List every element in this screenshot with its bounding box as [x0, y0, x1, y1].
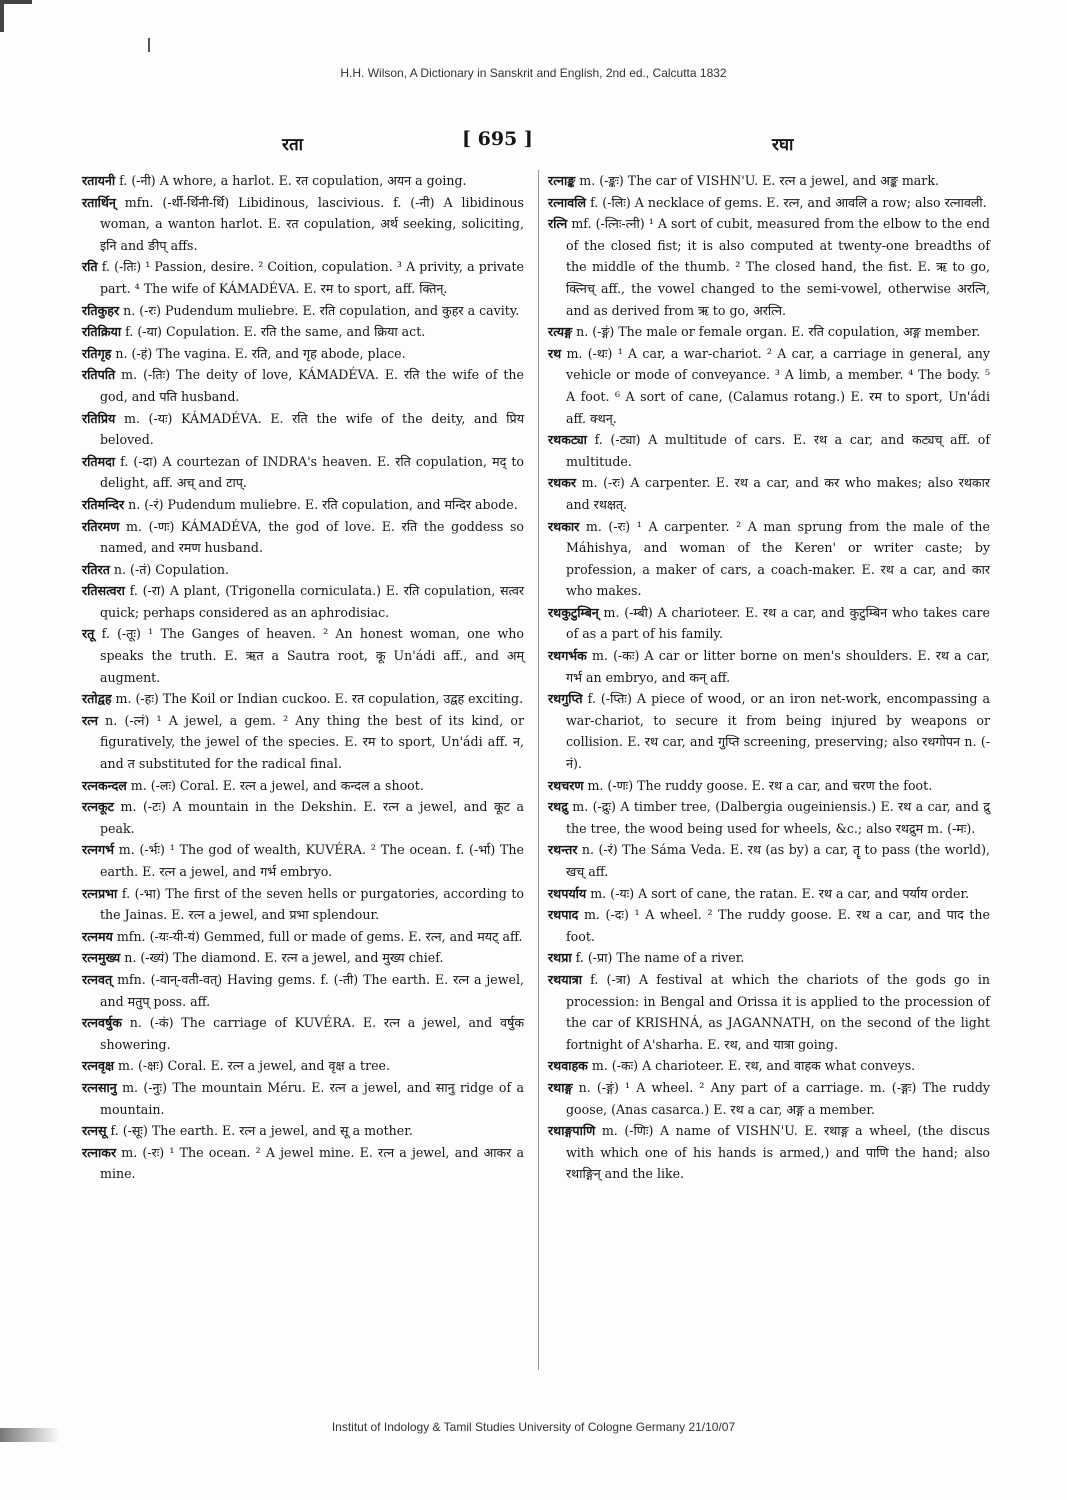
entry-headword: रत्नाकर: [82, 1144, 117, 1160]
entry-definition: m. (-तिः) The deity of love, KÁMADÉVA. E. रति the wife of the god, and पति husband.: [100, 367, 524, 404]
dictionary-entry: [548, 969, 990, 1055]
entry-definition: m. (-कः) A charioteer. E. रथ, and वाहक what conveys.: [587, 1058, 916, 1074]
entry-headword: रतिकुहर: [82, 302, 120, 318]
dictionary-entry: [82, 969, 524, 1012]
dictionary-entry: [82, 321, 524, 343]
entry-headword: रथ: [548, 345, 562, 361]
entry-definition: f. (-नी) A whore, a harlot. E. रत copulation, अयन a going.: [115, 173, 467, 188]
entry-definition: m. (-म्बी) A charioteer. E. रथ a car, and कुटुम्बिन who takes care of as a part of his family.: [566, 604, 990, 642]
right-column: [548, 170, 990, 1185]
entry-definition: f. (-या) Copulation. E. रति the same, and क्रिया act.: [121, 324, 426, 340]
entry-definition: m. (-द्रुः) A timber tree, (Dalbergia ougeiniensis.) E. रथ a car, and द्रु the tree, the wood being used for wheels, &c.; also रथद्रुम m. (-मः).: [566, 799, 990, 836]
entry-definition: m. (-टः) A mountain in the Dekshin. E. रत्न a jewel, and कूट a peak.: [100, 799, 524, 836]
entry-definition: m. (-रः) ¹ The ocean. ² A jewel mine. E. रत्न a jewel, and आकर a mine.: [100, 1144, 524, 1182]
dictionary-entry: [548, 516, 990, 602]
dictionary-entry: [82, 408, 524, 451]
entry-definition: f. (-रा) A plant, (Trigonella corniculata.) E. रति copulation, सत्वर quick; perhaps considered as an aphrodisiac.: [100, 583, 524, 620]
entry-definition: n. (-ख्यं) The diamond. E. रत्न a jewel, and मुख्य chief.: [120, 950, 444, 966]
entry-headword: रतिमन्दिर: [82, 496, 125, 512]
entry-definition: m. (-लः) Coral. E. रत्न a jewel, and कन्दल a shoot.: [126, 777, 424, 793]
entry-headword: रथकुटुम्बिन्: [548, 604, 599, 620]
entry-headword: रथाङ्ग: [548, 1079, 573, 1095]
entry-headword: रत्नसानु: [82, 1079, 117, 1095]
entry-definition: m. (-णः) The ruddy goose. E. रथ a car, and चरण the foot.: [583, 777, 933, 793]
entry-definition: n. (-तं) Copulation.: [109, 561, 230, 577]
entry-headword: रत्नकन्दल: [82, 777, 127, 793]
left-column: [82, 170, 524, 1185]
entry-definition: f. (-प्रा) The name of a river.: [571, 950, 745, 966]
entry-headword: रथगुप्ति: [548, 691, 583, 707]
entry-headword: रत्नाङ्क: [548, 173, 576, 188]
entry-definition: n. (-त्नं) ¹ A jewel, a gem. ² Any thing the best of its kind, or figuratively, the jewel of the species. E. रम to sport, Un'ádi aff. न, and त substituted for the radical final.: [98, 712, 524, 772]
entry-headword: रतिरमण: [82, 518, 120, 534]
entry-definition: m. (-र्भः) ¹ The god of wealth, KUVÉRA. ² The ocean. f. (-र्भा) The earth. E. रत्न a jewel, and गर्भ embryo.: [100, 842, 524, 879]
entry-definition: n. (-हं) The vagina. E. रति, and गृह abode, place.: [111, 345, 406, 361]
footer-credit: Institut of Indology & Tamil Studies University of Cologne Germany 21/10/07: [331, 1420, 736, 1434]
entry-headword: रथचरण: [548, 777, 584, 793]
entry-definition: m. (-ङ्कः) The car of VISHN'U. E. रत्न a jewel, and अङ्क mark.: [575, 173, 939, 188]
dictionary-entry: [82, 883, 524, 926]
entry-definition: mfn. (-र्थी-र्थिनी-र्थि) Libidinous, lascivious. f. (-नी) A libidinous woman, a wanton harlot. E. रत copulation, अर्थ seeking, soliciting, इनि and ङीप् affs.: [100, 194, 524, 253]
dictionary-entry: [548, 1077, 990, 1120]
entry-headword: रथवाहक: [548, 1058, 588, 1074]
dictionary-entry: [82, 1120, 524, 1142]
source-citation: H.H. Wilson, A Dictionary in Sanskrit and English, 2nd ed., Calcutta 1832: [340, 66, 727, 80]
entry-headword: रत्नमुख्य: [82, 950, 121, 966]
dictionary-entry: [548, 170, 990, 192]
entry-headword: रतार्थिन्: [82, 194, 116, 210]
entry-definition: m. (-रः) A carpenter. E. रथ a car, and कर who makes; also रथकार and रथक्षत्.: [566, 475, 990, 512]
entry-headword: रत्नप्रभा: [82, 885, 118, 901]
entry-headword: रथपाद: [548, 907, 579, 923]
dictionary-entry: [548, 343, 990, 429]
dictionary-entry: [82, 343, 524, 365]
entry-definition: f. (-सूः) The earth. E. रत्न a jewel, and सू a mother.: [106, 1123, 413, 1139]
entry-definition: m. (-कः) A car or litter borne on men's shoulders. E. रथ a car, गर्भ an embryo, and कन् aff.: [566, 648, 990, 685]
dictionary-entry: [82, 170, 524, 192]
entry-headword: रत्नकूट: [82, 799, 115, 815]
dictionary-entry: [82, 796, 524, 839]
running-head-left: रता: [282, 135, 304, 155]
dictionary-entry: [82, 300, 524, 322]
dictionary-entry: [548, 645, 990, 688]
entry-headword: रतोद्वह: [82, 691, 112, 707]
column-divider: [538, 170, 539, 1370]
entry-definition: n. (-कं) The carriage of KUVÉRA. E. रत्न a jewel, and वर्षुक showering.: [100, 1015, 524, 1052]
entry-headword: रथपर्याय: [548, 885, 587, 901]
entry-definition: mfn. (-वान्-वती-वत्) Having gems. f. (-ती) The earth. E. रत्न a jewel, and मतुप् poss. aff.: [100, 971, 524, 1009]
dictionary-entry: [82, 192, 524, 257]
dictionary-entry: [548, 688, 990, 774]
scan-corner-mark: [0, 0, 32, 32]
entry-definition: n. (-ङ्गं) ¹ A wheel. ² Any part of a carriage. m. (-ङ्गः) The ruddy goose, (Anas casarca.) E. रथ a car, अङ्ग a member.: [566, 1079, 990, 1117]
dictionary-entry: [548, 321, 990, 343]
entry-headword: रत्नवत्: [82, 971, 113, 987]
scan-speck: [148, 38, 150, 52]
dictionary-entry: [82, 516, 524, 559]
dictionary-entry: [82, 839, 524, 882]
entry-headword: रतिक्रिया: [82, 324, 122, 340]
entry-headword: रत्नगर्भ: [82, 842, 114, 858]
entry-headword: रथकट्या: [548, 432, 587, 448]
dictionary-entry: [82, 775, 524, 797]
dictionary-entry: [82, 1055, 524, 1077]
dictionary-entry: [82, 623, 524, 688]
entry-headword: रथगर्भक: [548, 648, 587, 664]
entry-headword: रतायनी: [82, 173, 116, 188]
dictionary-entry: [82, 559, 524, 581]
entry-headword: रतिरत: [82, 561, 110, 577]
dictionary-entry: [548, 602, 990, 645]
running-head: [82, 128, 992, 158]
entry-headword: रथाङ्गपाणि: [548, 1123, 596, 1139]
entry-headword: रत्नवृक्ष: [82, 1058, 115, 1074]
dictionary-entry: [548, 839, 990, 882]
dictionary-entry: [82, 364, 524, 407]
entry-headword: रत्न: [82, 712, 99, 728]
dictionary-entry: [82, 926, 524, 948]
dictionary-entry: [548, 904, 990, 947]
entry-headword: रतू: [82, 626, 95, 642]
dictionary-entry: [82, 451, 524, 494]
entry-definition: m. (-हः) The Koil or Indian cuckoo. E. रत copulation, उद्वह exciting.: [111, 691, 524, 707]
entry-definition: f. (-तिः) ¹ Passion, desire. ² Coition, copulation. ³ A privity, a private part. ⁴ The wife of KÁMADÉVA. E. रम to sport, aff. क्तिन्.: [97, 259, 524, 296]
entry-headword: रतिपति: [82, 367, 116, 383]
entry-headword: रत्नि: [548, 216, 568, 232]
entry-definition: m. (-रः) ¹ A carpenter. ² A man sprung from the male of the Máhishya, and woman of the Keren' or writer caste; by profession, a maker of cars, a coach-maker. E. रथ a car, and कार who makes.: [566, 518, 990, 599]
dictionary-entry: [548, 472, 990, 515]
entry-definition: m. (-क्षः) Coral. E. रत्न a jewel, and वृक्ष a tree.: [114, 1058, 391, 1074]
entry-headword: रथयात्रा: [548, 971, 582, 987]
dictionary-entry: [548, 1055, 990, 1077]
dictionary-entry: [548, 213, 990, 321]
entry-headword: रत्यङ्ग: [548, 324, 573, 340]
entry-definition: m. (-यः) KÁMADÉVA. E. रति the wife of the deity, and प्रिय beloved.: [100, 410, 524, 448]
dictionary-entry: [548, 1120, 990, 1185]
entry-definition: f. (-दा) A courtezan of INDRA's heaven. E. रति copulation, मद् to delight, aff. अच् and टाप्.: [100, 453, 524, 491]
dictionary-entry: [82, 1077, 524, 1120]
entry-headword: रतिसत्वरा: [82, 583, 125, 599]
dictionary-entry: [548, 796, 990, 839]
entry-headword: रथकार: [548, 518, 580, 534]
entry-headword: रथकर: [548, 475, 577, 491]
entry-definition: f. (-तूः) ¹ The Ganges of heaven. ² An honest woman, one who speaks the truth. E. ऋत a Sautra root, कू Un'ádi aff., and अम् augment.: [94, 626, 524, 685]
entry-headword: रत्नसू: [82, 1123, 107, 1139]
entry-definition: n. (-रं) Pudendum muliebre. E. रति copulation, and मन्दिर abode.: [124, 496, 518, 512]
entry-definition: m. (-दः) ¹ A wheel. ² The ruddy goose. E. रथ a car, and पाद the foot.: [566, 907, 990, 944]
entry-definition: n. (-रं) The Sáma Veda. E. रथ (as by) a car, तॄ to pass (the world), खच् aff.: [566, 842, 990, 879]
dictionary-entry: [82, 947, 524, 969]
entry-definition: f. (-त्रा) A festival at which the chariots of the gods go in procession: in Bengal and Orissa it is applied to the procession of the car of KRISHNÁ, as JAGANNATH, on the second of the light fortnight of A'sharha. E. रथ, and यात्रा going.: [566, 971, 990, 1052]
entry-definition: mf. (-त्निः-त्नी) ¹ A sort of cubit, measured from the elbow to the end of the closed fist; it is also computed at twenty-one breadths of the middle of the thumb. ² The closed hand, the fist. E. ऋ to go, क्त्निच् aff., the vowel changed to the semi-vowel, otherwise अरत्नि, and as derived from ऋ to go, अरत्नि.: [566, 216, 990, 318]
entry-definition: m. (-थः) ¹ A car, a war-chariot. ² A car, a carriage in general, any vehicle or mode of conveyance. ³ A limb, a member. ⁴ The body. ⁵ A foot. ⁶ A sort of cane, (Calamus rotang.) E. रम to sport, Un'ádi aff. क्थन्.: [561, 345, 990, 426]
dictionary-entry: [82, 688, 524, 710]
entry-headword: रतिमदा: [82, 453, 116, 469]
dictionary-entry: [82, 1012, 524, 1055]
running-head-right: रघा: [772, 135, 794, 155]
entry-headword: रथद्रु: [548, 799, 568, 815]
entry-definition: f. (-भा) The first of the seven hells or purgatories, according to the Jainas. E. रत्न a jewel, and प्रभा splendour.: [100, 885, 524, 923]
entry-headword: रतिगृह: [82, 345, 112, 361]
entry-headword: रथन्तर: [548, 842, 578, 858]
entry-definition: f. (-ट्या) A multitude of cars. E. रथ a car, and कट्यच् aff. of multitude.: [566, 432, 990, 469]
dictionary-entry: [548, 947, 990, 969]
dictionary-entry: [82, 494, 524, 516]
dictionary-entry: [548, 192, 990, 214]
dictionary-entry: [82, 710, 524, 775]
entry-headword: रत्नमय: [82, 928, 113, 944]
entry-definition: m. (-यः) A sort of cane, the ratan. E. रथ a car, and पर्याय order.: [586, 885, 970, 901]
entry-definition: n. (-रः) Pudendum muliebre. E. रति copulation, and कुहर a cavity.: [119, 302, 520, 318]
dictionary-entry: [82, 256, 524, 299]
dictionary-entry: [82, 580, 524, 623]
entry-definition: m. (-णिः) A name of VISHN'U. E. रथाङ्ग a wheel, (the discus with which one of his hands is armed,) and पाणि the hand; also रथाङ्गिन् and the like.: [566, 1123, 990, 1182]
entry-headword: रत्नवर्षुक: [82, 1015, 122, 1031]
dictionary-entry: [548, 775, 990, 797]
entry-headword: रति: [82, 259, 98, 275]
entry-definition: m. (-नुः) The mountain Méru. E. रत्न a jewel, and सानु ridge of a mountain.: [100, 1079, 524, 1117]
entry-headword: रथप्रा: [548, 950, 572, 966]
entry-headword: रतिप्रिय: [82, 410, 116, 426]
entry-definition: mfn. (-यः-यी-यं) Gemmed, full or made of gems. E. रत्न, and मयट् aff.: [112, 928, 523, 944]
dictionary-entry: [548, 429, 990, 472]
page-number: [ 695 ]: [462, 128, 533, 150]
dictionary-entry: [548, 883, 990, 905]
dictionary-entry: [82, 1142, 524, 1185]
entry-headword: रत्नावलि: [548, 194, 587, 210]
entry-definition: f. (-लिः) A necklace of gems. E. रत्न, and आवलि a row; also रत्नावली.: [586, 194, 987, 210]
entry-definition: n. (-ङ्गं) The male or female organ. E. रति copulation, अङ्ग member.: [572, 324, 981, 340]
entry-definition: f. (-प्तिः) A piece of wood, or an iron net-work, encompassing a war-chariot, to secure it from being injured by weapons or collision. E. रथ car, and गुप्ति screening, preserving; also रथगोपन n. (-नं).: [566, 691, 990, 772]
entry-definition: m. (-णः) KÁMADÉVA, the god of love. E. रति the goddess so named, and रमण husband.: [100, 518, 524, 556]
